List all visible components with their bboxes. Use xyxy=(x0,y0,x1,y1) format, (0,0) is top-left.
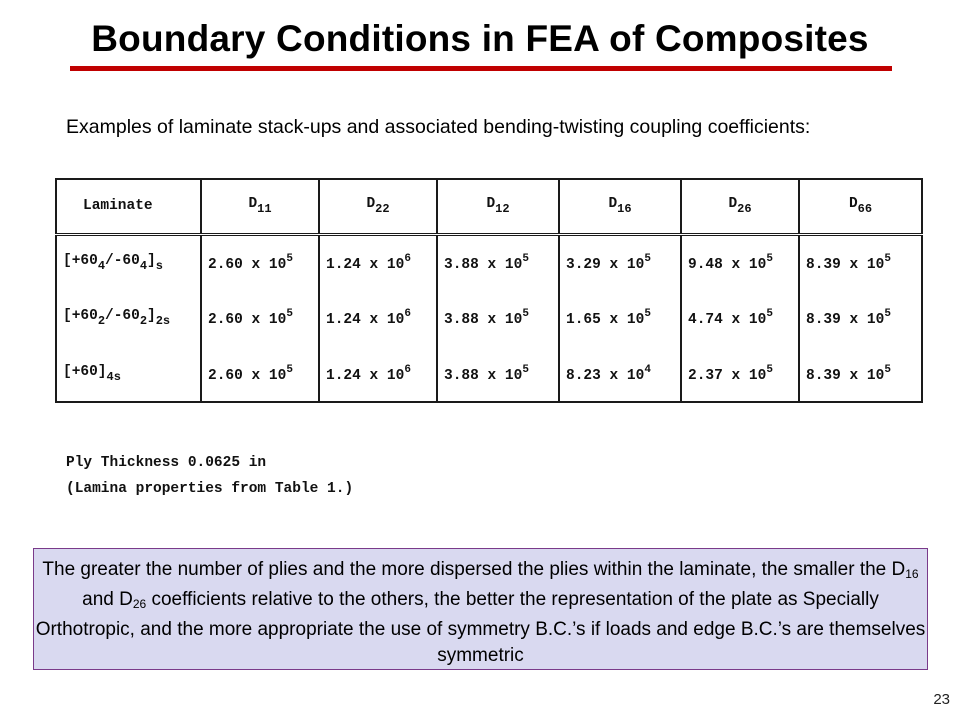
value-cell: 8.23 x $10^4$ xyxy=(559,346,681,402)
table-row xyxy=(56,346,922,402)
value-cell: 1.24 x $10^6$ xyxy=(319,346,437,402)
header-d66: $D_{66}$ xyxy=(799,179,922,234)
table-row xyxy=(56,290,922,346)
ply-thickness-note: Ply Thickness 0.0625 in xyxy=(66,455,267,471)
header-d26: $D_{26}$ xyxy=(681,179,799,234)
slide-title: Boundary Conditions in FEA of Composites xyxy=(91,18,869,59)
value-cell: 8.39 x $10^5$ xyxy=(799,346,922,402)
table-header-row xyxy=(56,179,922,234)
laminate-cell: $[+60]_{4s}$ xyxy=(56,346,201,402)
header-d22: $D_{22}$ xyxy=(319,179,437,234)
value-cell: 3.88 x $10^5$ xyxy=(437,346,559,402)
value-cell: 2.60 x $10^5$ xyxy=(201,346,319,402)
laminate-cell: $[+60_4/-60_4]_s$ xyxy=(56,234,201,290)
header-d11: $D_{11}$ xyxy=(201,179,319,234)
value-cell: 1.65 x $10^5$ xyxy=(559,290,681,346)
value-cell: 3.88 x $10^5$ xyxy=(437,290,559,346)
intro-text: Examples of laminate stack-ups and associated bending-twisting coupling coefficients: xyxy=(66,116,811,138)
value-cell: 1.24 x $10^6$ xyxy=(319,234,437,290)
value-cell: 2.60 x $10^5$ xyxy=(201,290,319,346)
header-d16: $D_{16}$ xyxy=(559,179,681,234)
laminate-cell: $[+60_2/-60_2]_{2s}$ xyxy=(56,290,201,346)
lamina-properties-note: (Lamina properties from Table 1.) xyxy=(66,481,354,497)
value-cell: 8.39 x $10^5$ xyxy=(799,290,922,346)
value-cell: 3.88 x $10^5$ xyxy=(437,234,559,290)
page-number: 23 xyxy=(933,691,950,708)
header-d12: $D_{12}$ xyxy=(437,179,559,234)
header-laminate: Laminate xyxy=(56,179,201,234)
value-cell: 2.60 x $10^5$ xyxy=(201,234,319,290)
table-note xyxy=(66,450,353,502)
value-cell: 1.24 x $10^6$ xyxy=(319,290,437,346)
summary-callout: The greater the number of plies and the more dispersed the plies within the laminate, the smaller the $D_{16}$ and $D_{26}$ coefficients relative to the others, the better the representation of the plate as Specially Orthotropic, and the more appropriate the use of symmetry B.C.’s if loads and edge B.C.’s are themselves symmetric xyxy=(33,548,928,670)
value-cell: 3.29 x $10^5$ xyxy=(559,234,681,290)
laminate-table xyxy=(55,178,923,403)
value-cell: 9.48 x $10^5$ xyxy=(681,234,799,290)
value-cell: 2.37 x $10^5$ xyxy=(681,346,799,402)
value-cell: 8.39 x $10^5$ xyxy=(799,234,922,290)
title-underline xyxy=(70,66,892,71)
table-row xyxy=(56,234,922,290)
value-cell: 4.74 x $10^5$ xyxy=(681,290,799,346)
